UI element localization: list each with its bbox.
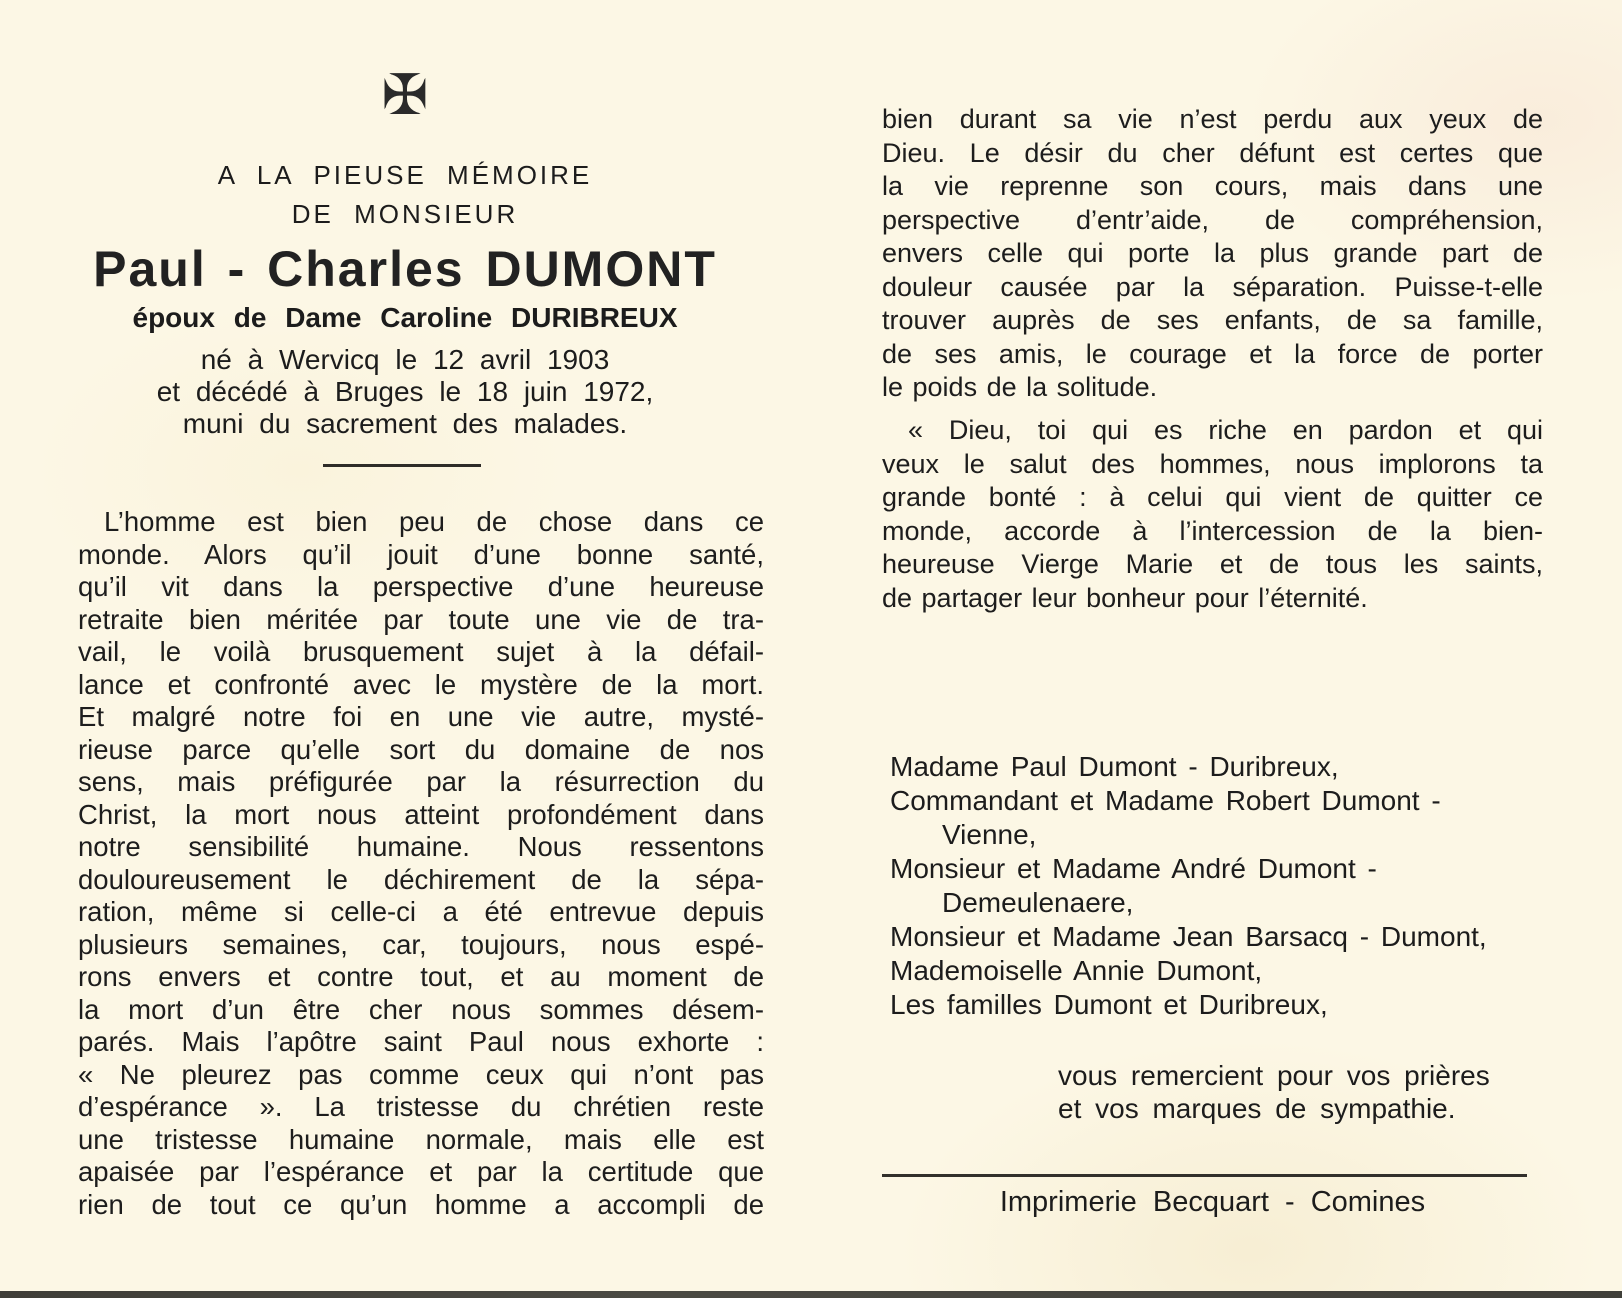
text-line: qu’il vit dans la perspective d’une heureuse [78,571,764,602]
text-line: envers celle qui porte la plus grande part de [882,238,1543,268]
text-line: monde. Alors qu’il jouit d’une bonne santé, [78,538,764,570]
text-line: retraite bien méritée par toute une vie de tra- [78,603,764,635]
text-line: rieuse parce qu’elle sort du domaine de nos [78,733,764,765]
text-line: une tristesse humaine normale, mais elle est [78,1123,764,1155]
text-line: perspective d’entr’aide, de compréhension, [882,204,1543,235]
text-line: « Ne pleurez pas comme ceux qui n’ont pas [78,1058,764,1090]
deceased-name: Paul - Charles DUMONT [93,241,717,297]
text-line: vail, le voilà brusquement sujet à la défail- [78,636,764,667]
text-line: Madame Paul Dumont - Duribreux, [890,751,1339,782]
text-line: Commandant et Madame Robert Dumont - [890,785,1441,816]
text-line: Demeulenaere, [942,887,1134,918]
text-line: trouver auprès de ses enfants, de sa famille, [882,305,1543,335]
text-line: monde, accorde à l’intercession de la bien- [882,515,1543,546]
text-line: Monsieur et Madame Jean Barsacq - Dumont, [890,921,1487,952]
text-line: de partager leur bonheur pour l’éternité. [882,582,1368,613]
text-line: douleur causée par la séparation. Puisse-t-elle [882,271,1543,302]
text-line: Mademoiselle Annie Dumont, [890,955,1263,986]
text-line: L’homme est bien peu de chose dans ce [104,506,764,537]
imprint-separator-rule [882,1174,1527,1177]
text-line: Christ, la mort nous atteint profondément dans [78,798,764,830]
text-line: la vie reprenne son cours, mais dans une [882,171,1543,201]
text-line: Vienne, [942,819,1037,850]
sacrament-line: muni du sacrement des malades. [182,408,628,439]
memorial-heading-line1: A LA PIEUSE MÉMOIRE [217,160,593,190]
text-line: Et malgré notre foi en une vie autre, mysté- [78,701,764,732]
text-line: Monsieur et Madame André Dumont - [890,853,1377,884]
text-line: rons envers et contre tout, et au moment de [78,961,764,992]
maltese-cross-icon: ✠ [381,63,429,128]
text-line: notre sensibilité humaine. Nous ressentons [78,831,764,862]
left-column-body-text [78,506,764,1221]
text-line: douloureusement le déchirement de la sépa- [78,863,764,895]
text-line: lance et confronté avec le mystère de la mort. [78,668,764,700]
birth-line: né à Wervicq le 12 avril 1903 [200,344,610,375]
spouse-line: époux de Dame Caroline DURIBREUX [132,302,678,333]
right-column-prayer-paragraph [882,414,1543,615]
thanks-line-1: vous remercient pour vos prières [1058,1060,1490,1091]
text-line: Dieu. Le désir du cher défunt est certes que [882,137,1543,168]
text-line: la mort d’un être cher nous sommes désem- [78,993,764,1025]
printer-imprint: Imprimerie Becquart - Comines [999,1186,1426,1218]
text-line: sens, mais préfigurée par la résurrection du [78,766,764,797]
death-line: et décédé à Bruges le 18 juin 1972, [156,376,654,407]
mourning-family-list [890,750,1540,1022]
memorial-heading-line2: DE MONSIEUR [291,199,519,229]
text-line: rien de tout ce qu’un homme a accompli de [78,1188,764,1220]
text-line: grande bonté : à celui qui vient de quitter ce [882,482,1543,512]
text-line: de ses amis, le courage et la force de porter [882,338,1543,369]
text-line: le poids de la solitude. [882,372,1158,402]
text-line: ration, même si celle-ci a été entrevue depuis [78,896,764,927]
text-line: parés. Mais l’apôtre saint Paul nous exhorte : [78,1026,764,1057]
text-line: d’espérance ». La tristesse du chrétien reste [78,1091,764,1122]
right-column-paragraph-1 [882,103,1543,405]
thanks-line-2: et vos marques de sympathie. [1058,1093,1456,1124]
text-line: veux le salut des hommes, nous implorons ta [882,448,1543,479]
text-line: Les familles Dumont et Duribreux, [890,989,1328,1020]
text-line: heureuse Vierge Marie et de tous les saints, [882,549,1543,579]
text-line: plusieurs semaines, car, toujours, nous espé- [78,928,764,960]
scan-bottom-edge [0,1291,1622,1298]
text-line: apaisée par l’espérance et par la certitude que [78,1156,764,1187]
text-line: « Dieu, toi qui es riche en pardon et qui [908,415,1543,445]
header-separator-rule [323,464,481,467]
text-line: bien durant sa vie n’est perdu aux yeux de [882,104,1543,134]
